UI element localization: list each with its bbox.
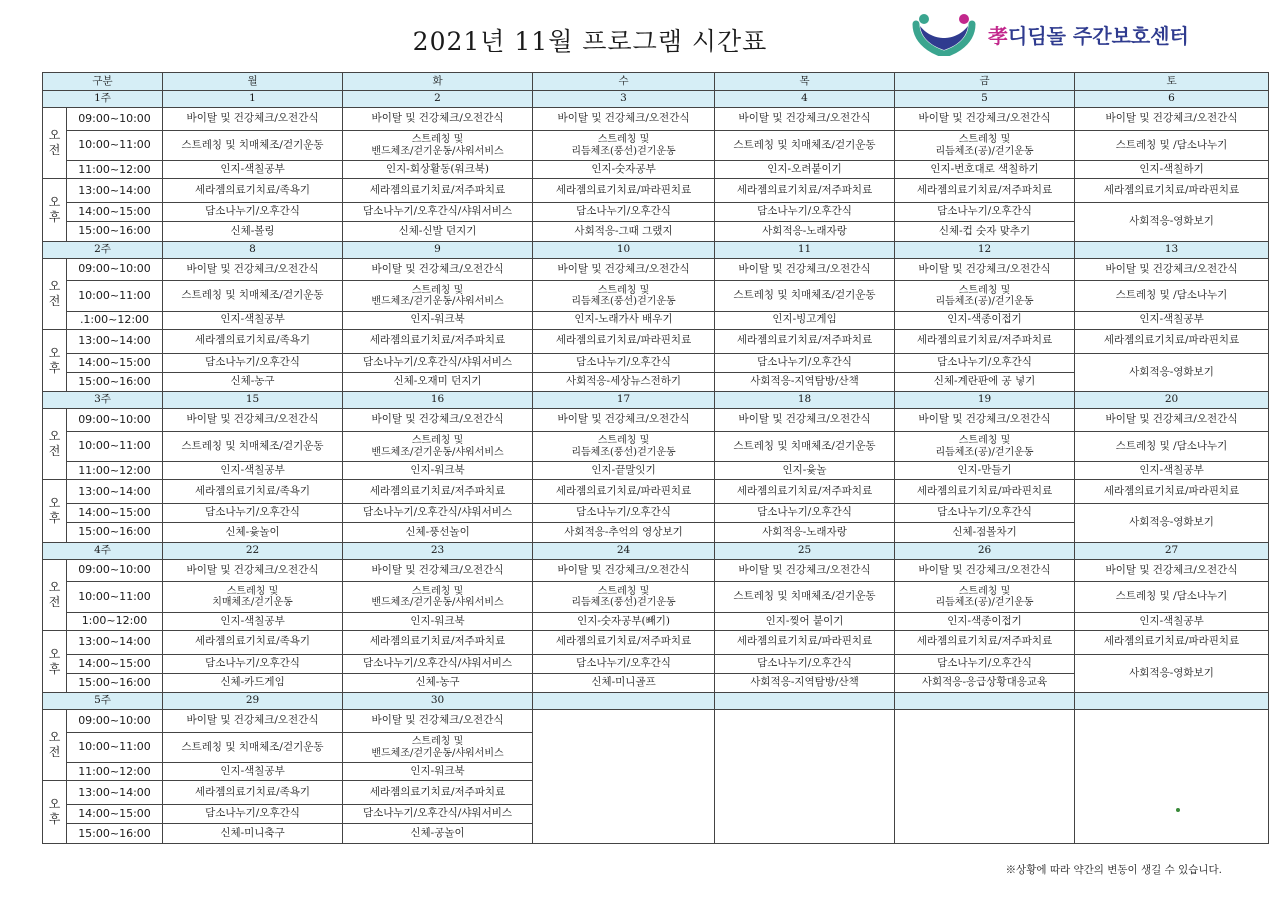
- program-cell: 바이탈 및 건강체크/오전간식: [715, 559, 895, 582]
- heart-people-logo-icon: [908, 12, 980, 56]
- time-slot-label: 09:00~10:00: [67, 258, 163, 281]
- time-slot-label: 11:00~12:00: [67, 462, 163, 480]
- program-cell: 인지-빙고게임: [715, 311, 895, 329]
- period-am-label: 오 전: [43, 258, 67, 329]
- program-cell: 바이탈 및 건강체크/오전간식: [163, 559, 343, 582]
- date-cell: 8: [163, 241, 343, 258]
- program-cell: 스트레칭 및 치매체조/걷기운동: [163, 281, 343, 312]
- time-slot-label: 10:00~11:00: [67, 582, 163, 613]
- program-cell: 세라젬의료기치료/파라핀치료: [895, 480, 1075, 504]
- program-cell: 스트레칭 및 치매체조/걷기운동: [715, 431, 895, 462]
- date-cell: 11: [715, 241, 895, 258]
- program-cell: 세라젬의료기치료/저주파치료: [343, 179, 533, 203]
- program-cell: 인지-색칠공부: [1075, 311, 1269, 329]
- program-cell: 신체-오재미 던지기: [343, 372, 533, 391]
- program-cell: 바이탈 및 건강체크/오전간식: [1075, 409, 1269, 432]
- program-cell: 인지-색칠공부: [1075, 612, 1269, 630]
- program-cell: 담소나누기/오후간식: [715, 353, 895, 372]
- logo-center-name: 디딤돌 주간보호센터: [1008, 24, 1189, 48]
- time-slot-label: 09:00~10:00: [67, 108, 163, 131]
- time-slot-label: 09:00~10:00: [67, 559, 163, 582]
- time-slot-label: 11:00~12:00: [67, 161, 163, 179]
- program-cell: 신체-점볼차기: [895, 523, 1075, 542]
- program-cell: 사회적응-영화보기: [1075, 504, 1269, 542]
- header-day-3: 수: [533, 73, 715, 91]
- program-cell: 바이탈 및 건강체크/오전간식: [533, 258, 715, 281]
- program-cell: 담소나누기/오후간식: [533, 654, 715, 673]
- program-cell: 바이탈 및 건강체크/오전간식: [343, 108, 533, 131]
- time-slot-label: 14:00~15:00: [67, 805, 163, 824]
- date-cell: 5: [895, 91, 1075, 108]
- program-cell: 바이탈 및 건강체크/오전간식: [1075, 559, 1269, 582]
- date-cell: 25: [715, 542, 895, 559]
- period-am-label: 오 전: [43, 710, 67, 781]
- period-pm-label: 오 후: [43, 179, 67, 241]
- time-slot-label: 09:00~10:00: [67, 710, 163, 733]
- time-slot-label: 15:00~16:00: [67, 222, 163, 241]
- program-cell: 신체-미니골프: [533, 673, 715, 692]
- program-cell: 사회적응-응급상황대응교육: [895, 673, 1075, 692]
- time-slot-row: [43, 504, 1269, 523]
- program-cell: 스트레칭 및 밴드체조/걷기운동/샤워서비스: [343, 130, 533, 161]
- program-cell: 사회적응-영화보기: [1075, 353, 1269, 391]
- time-slot-row: [43, 329, 1269, 353]
- program-cell: 인지-색칠공부: [163, 612, 343, 630]
- empty-cell: [895, 710, 1075, 844]
- program-cell: 세라젬의료기치료/파라핀치료: [533, 179, 715, 203]
- date-cell: [715, 693, 895, 710]
- program-cell: 스트레칭 및 밴드체조/걷기운동/샤워서비스: [343, 281, 533, 312]
- program-cell: 세라젬의료기치료/족욕기: [163, 329, 343, 353]
- program-cell: 담소나누기/오후간식/샤워서비스: [343, 504, 533, 523]
- time-slot-row: [43, 462, 1269, 480]
- program-cell: 바이탈 및 건강체크/오전간식: [533, 559, 715, 582]
- period-pm-label: 오 후: [43, 630, 67, 692]
- date-cell: 17: [533, 392, 715, 409]
- program-cell: 담소나누기/오후간식: [895, 203, 1075, 222]
- time-slot-label: 10:00~11:00: [67, 431, 163, 462]
- logo-hyo-char: 孝: [988, 24, 1008, 48]
- time-slot-label: 13:00~14:00: [67, 179, 163, 203]
- program-cell: 인지-끝말잇기: [533, 462, 715, 480]
- program-cell: 세라젬의료기치료/저주파치료: [715, 480, 895, 504]
- time-slot-label: 14:00~15:00: [67, 504, 163, 523]
- program-cell: 인지-찢어 붙이기: [715, 612, 895, 630]
- program-cell: 신체-계란판에 공 넣기: [895, 372, 1075, 391]
- program-cell: 담소나누기/오후간식: [163, 504, 343, 523]
- time-slot-row: [43, 203, 1269, 222]
- program-cell: 바이탈 및 건강체크/오전간식: [163, 108, 343, 131]
- program-cell: 사회적응-영화보기: [1075, 203, 1269, 241]
- program-cell: 신체-윷놀이: [163, 523, 343, 542]
- time-slot-row: [43, 431, 1269, 462]
- program-cell: 사회적응-그때 그랬지: [533, 222, 715, 241]
- program-cell: 담소나누기/오후간식: [895, 654, 1075, 673]
- date-cell: 9: [343, 241, 533, 258]
- program-cell: 인지-워크북: [343, 462, 533, 480]
- period-am-label: 오 전: [43, 409, 67, 480]
- program-cell: 세라젬의료기치료/저주파치료: [343, 480, 533, 504]
- date-cell: [1075, 693, 1269, 710]
- program-cell: 인지-숫자공부(빼기): [533, 612, 715, 630]
- date-cell: 3: [533, 91, 715, 108]
- date-cell: 12: [895, 241, 1075, 258]
- program-cell: 바이탈 및 건강체크/오전간식: [533, 409, 715, 432]
- time-slot-row: [43, 161, 1269, 179]
- date-cell: [533, 693, 715, 710]
- date-cell: 16: [343, 392, 533, 409]
- time-slot-label: 15:00~16:00: [67, 824, 163, 844]
- program-cell: 인지-번호대로 색칠하기: [895, 161, 1075, 179]
- date-cell: 1: [163, 91, 343, 108]
- program-cell: 담소나누기/오후간식: [163, 353, 343, 372]
- program-cell: 인지-노래가사 배우기: [533, 311, 715, 329]
- program-cell: 바이탈 및 건강체크/오전간식: [343, 559, 533, 582]
- program-cell: 담소나누기/오후간식: [715, 654, 895, 673]
- program-cell: 담소나누기/오후간식/샤워서비스: [343, 353, 533, 372]
- program-cell: 담소나누기/오후간식: [715, 203, 895, 222]
- program-cell: 세라젬의료기치료/저주파치료: [343, 630, 533, 654]
- program-cell: 인지-색칠공부: [163, 462, 343, 480]
- program-cell: 인지-색칠공부: [163, 311, 343, 329]
- footnote: ※상황에 따라 약간의 변동이 생길 수 있습니다.: [1005, 864, 1222, 876]
- program-cell: 인지-오려붙이기: [715, 161, 895, 179]
- program-cell: 인지-색칠공부: [163, 161, 343, 179]
- program-cell: 담소나누기/오후간식/샤워서비스: [343, 203, 533, 222]
- program-cell: 담소나누기/오후간식: [715, 504, 895, 523]
- program-cell: 바이탈 및 건강체크/오전간식: [715, 108, 895, 131]
- program-cell: 세라젬의료기치료/파라핀치료: [1075, 480, 1269, 504]
- time-slot-row: [43, 582, 1269, 613]
- program-cell: 사회적응-노래자랑: [715, 523, 895, 542]
- program-cell: 세라젬의료기치료/족욕기: [163, 480, 343, 504]
- program-cell: 사회적응-세상뉴스전하기: [533, 372, 715, 391]
- time-slot-row: [43, 179, 1269, 203]
- time-slot-label: 10:00~11:00: [67, 130, 163, 161]
- program-cell: 사회적응-지역탐방/산책: [715, 372, 895, 391]
- program-cell: 담소나누기/오후간식/샤워서비스: [343, 805, 533, 824]
- program-cell: 사회적응-영화보기: [1075, 654, 1269, 692]
- header-day-6: 토: [1075, 73, 1269, 91]
- time-slot-row: [43, 258, 1269, 281]
- program-cell: 바이탈 및 건강체크/오전간식: [1075, 108, 1269, 131]
- period-pm-label: 오 후: [43, 329, 67, 391]
- week-label: 4주: [43, 542, 163, 559]
- date-cell: 24: [533, 542, 715, 559]
- program-cell: 담소나누기/오후간식: [895, 353, 1075, 372]
- time-slot-label: 1:00~12:00: [67, 612, 163, 630]
- program-cell: 신체-공놀이: [343, 824, 533, 844]
- date-cell: 6: [1075, 91, 1269, 108]
- program-cell: 바이탈 및 건강체크/오전간식: [533, 108, 715, 131]
- time-slot-label: 14:00~15:00: [67, 203, 163, 222]
- program-cell: 인지-만들기: [895, 462, 1075, 480]
- program-cell: 스트레칭 및 치매체조/걷기운동: [715, 582, 895, 613]
- program-cell: 바이탈 및 건강체크/오전간식: [343, 258, 533, 281]
- program-cell: 세라젬의료기치료/족욕기: [163, 781, 343, 805]
- time-slot-label: 15:00~16:00: [67, 673, 163, 692]
- program-cell: 스트레칭 및 리듬체조(공)/걷기운동: [895, 582, 1075, 613]
- header-day-1: 월: [163, 73, 343, 91]
- program-cell: 바이탈 및 건강체크/오전간식: [895, 258, 1075, 281]
- header-day-5: 금: [895, 73, 1075, 91]
- week-label: 1주: [43, 91, 163, 108]
- header-row: [43, 73, 1269, 91]
- program-cell: 인지-색칠공부: [1075, 462, 1269, 480]
- time-slot-label: 10:00~11:00: [67, 281, 163, 312]
- time-slot-row: [43, 559, 1269, 582]
- program-cell: 스트레칭 및 치매체조/걷기운동: [715, 281, 895, 312]
- time-slot-row: [43, 108, 1269, 131]
- program-cell: 바이탈 및 건강체크/오전간식: [343, 409, 533, 432]
- program-cell: 스트레칭 및 리듬체조(풍선)걷기운동: [533, 281, 715, 312]
- date-cell: 20: [1075, 392, 1269, 409]
- program-cell: 신체-신발 던지기: [343, 222, 533, 241]
- program-cell: 바이탈 및 건강체크/오전간식: [895, 409, 1075, 432]
- program-cell: 세라젬의료기치료/저주파치료: [895, 630, 1075, 654]
- header-day-4: 목: [715, 73, 895, 91]
- time-slot-row: [43, 281, 1269, 312]
- program-cell: 사회적응-노래자랑: [715, 222, 895, 241]
- week-row: [43, 392, 1269, 409]
- program-cell: 스트레칭 및 치매체조/걷기운동: [163, 732, 343, 763]
- week-row: [43, 542, 1269, 559]
- program-cell: 바이탈 및 건강체크/오전간식: [163, 258, 343, 281]
- date-cell: 30: [343, 693, 533, 710]
- program-cell: 스트레칭 및 밴드체조/걷기운동/샤워서비스: [343, 582, 533, 613]
- time-slot-row: [43, 409, 1269, 432]
- program-cell: 신체-농구: [343, 673, 533, 692]
- program-cell: 신체-농구: [163, 372, 343, 391]
- program-cell: 스트레칭 및 리듬체조(공)/걷기운동: [895, 130, 1075, 161]
- program-cell: 스트레칭 및 치매체조/걷기운동: [163, 431, 343, 462]
- program-cell: 바이탈 및 건강체크/오전간식: [715, 258, 895, 281]
- program-cell: 바이탈 및 건강체크/오전간식: [895, 559, 1075, 582]
- program-cell: 세라젬의료기치료/파라핀치료: [715, 630, 895, 654]
- program-cell: 인지-숫자공부: [533, 161, 715, 179]
- program-cell: 인지-워크북: [343, 763, 533, 781]
- program-cell: 바이탈 및 건강체크/오전간식: [1075, 258, 1269, 281]
- week-label: 3주: [43, 392, 163, 409]
- date-cell: 27: [1075, 542, 1269, 559]
- program-schedule-table: [42, 72, 1269, 844]
- program-cell: 신체-풍선놀이: [343, 523, 533, 542]
- program-cell: 스트레칭 및 밴드체조/걷기운동/샤워서비스: [343, 732, 533, 763]
- program-cell: 인지-색종이접기: [895, 311, 1075, 329]
- empty-cell: [1075, 710, 1269, 844]
- date-cell: 4: [715, 91, 895, 108]
- date-cell: 23: [343, 542, 533, 559]
- program-cell: 담소나누기/오후간식: [895, 504, 1075, 523]
- week-row: [43, 241, 1269, 258]
- week-row: [43, 693, 1269, 710]
- time-slot-label: 11:00~12:00: [67, 763, 163, 781]
- time-slot-label: 15:00~16:00: [67, 523, 163, 542]
- program-cell: 인지-회상활동(워크북): [343, 161, 533, 179]
- time-slot-row: [43, 630, 1269, 654]
- program-cell: 담소나누기/오후간식/샤워서비스: [343, 654, 533, 673]
- date-cell: 13: [1075, 241, 1269, 258]
- time-slot-label: .1:00~12:00: [67, 311, 163, 329]
- program-cell: 세라젬의료기치료/저주파치료: [343, 781, 533, 805]
- header-category: 구분: [43, 73, 163, 91]
- week-label: 5주: [43, 693, 163, 710]
- week-row: [43, 91, 1269, 108]
- program-cell: 스트레칭 및 리듬체조(공)/걷기운동: [895, 281, 1075, 312]
- program-cell: 인지-워크북: [343, 311, 533, 329]
- program-cell: 스트레칭 및 /담소나누기: [1075, 582, 1269, 613]
- empty-cell: [533, 710, 715, 844]
- program-cell: 담소나누기/오후간식: [163, 805, 343, 824]
- period-am-label: 오 전: [43, 559, 67, 630]
- program-cell: 스트레칭 및 리듬체조(풍선)걷기운동: [533, 582, 715, 613]
- program-cell: 신체-미니축구: [163, 824, 343, 844]
- header-day-2: 화: [343, 73, 533, 91]
- program-cell: 세라젬의료기치료/파라핀치료: [1075, 329, 1269, 353]
- program-cell: 바이탈 및 건강체크/오전간식: [343, 710, 533, 733]
- program-cell: 세라젬의료기치료/파라핀치료: [1075, 179, 1269, 203]
- program-cell: 인지-워크북: [343, 612, 533, 630]
- program-cell: 담소나누기/오후간식: [163, 654, 343, 673]
- date-cell: 2: [343, 91, 533, 108]
- program-cell: 인지-색칠하기: [1075, 161, 1269, 179]
- program-cell: 스트레칭 및 리듬체조(풍선)걷기운동: [533, 431, 715, 462]
- program-cell: 인지-색칠공부: [163, 763, 343, 781]
- program-cell: 세라젬의료기치료/저주파치료: [895, 329, 1075, 353]
- program-cell: 사회적응-지역탐방/산책: [715, 673, 895, 692]
- program-cell: 세라젬의료기치료/저주파치료: [715, 329, 895, 353]
- program-cell: 스트레칭 및 치매체조/걷기운동: [163, 582, 343, 613]
- program-cell: 사회적응-추억의 영상보기: [533, 523, 715, 542]
- time-slot-label: 09:00~10:00: [67, 409, 163, 432]
- program-cell: 세라젬의료기치료/저주파치료: [895, 179, 1075, 203]
- date-cell: 29: [163, 693, 343, 710]
- date-cell: 26: [895, 542, 1075, 559]
- program-cell: 바이탈 및 건강체크/오전간식: [895, 108, 1075, 131]
- stray-dot: [1176, 808, 1180, 812]
- time-slot-row: [43, 612, 1269, 630]
- date-cell: 18: [715, 392, 895, 409]
- program-cell: 세라젬의료기치료/족욕기: [163, 630, 343, 654]
- time-slot-label: 15:00~16:00: [67, 372, 163, 391]
- program-cell: 담소나누기/오후간식: [533, 504, 715, 523]
- program-cell: 스트레칭 및 /담소나누기: [1075, 130, 1269, 161]
- time-slot-label: 13:00~14:00: [67, 480, 163, 504]
- period-pm-label: 오 후: [43, 781, 67, 844]
- date-cell: [895, 693, 1075, 710]
- program-cell: 스트레칭 및 /담소나누기: [1075, 281, 1269, 312]
- time-slot-row: [43, 710, 1269, 733]
- program-cell: 바이탈 및 건강체크/오전간식: [715, 409, 895, 432]
- program-cell: 스트레칭 및 치매체조/걷기운동: [163, 130, 343, 161]
- week-label: 2주: [43, 241, 163, 258]
- program-cell: 인지-윷놀: [715, 462, 895, 480]
- program-cell: 스트레칭 및 리듬체조(풍선)걷기운동: [533, 130, 715, 161]
- program-cell: 인지-색종이접기: [895, 612, 1075, 630]
- time-slot-label: 14:00~15:00: [67, 654, 163, 673]
- program-cell: 스트레칭 및 리듬체조(공)/걷기운동: [895, 431, 1075, 462]
- time-slot-row: [43, 311, 1269, 329]
- program-cell: 스트레칭 및 /담소나누기: [1075, 431, 1269, 462]
- program-cell: 스트레칭 및 밴드체조/걷기운동/샤워서비스: [343, 431, 533, 462]
- program-cell: 담소나누기/오후간식: [163, 203, 343, 222]
- program-cell: 세라젬의료기치료/파라핀치료: [533, 329, 715, 353]
- time-slot-label: 13:00~14:00: [67, 781, 163, 805]
- program-cell: 담소나누기/오후간식: [533, 353, 715, 372]
- program-cell: 세라젬의료기치료/족욕기: [163, 179, 343, 203]
- time-slot-row: [43, 654, 1269, 673]
- page-title: 2021년 11월 프로그램 시간표: [412, 27, 768, 56]
- program-cell: 세라젬의료기치료/파라핀치료: [533, 480, 715, 504]
- date-cell: 22: [163, 542, 343, 559]
- empty-cell: [715, 710, 895, 844]
- time-slot-label: 14:00~15:00: [67, 353, 163, 372]
- program-cell: 스트레칭 및 치매체조/걷기운동: [715, 130, 895, 161]
- date-cell: 19: [895, 392, 1075, 409]
- program-cell: 바이탈 및 건강체크/오전간식: [163, 710, 343, 733]
- date-cell: 15: [163, 392, 343, 409]
- date-cell: 10: [533, 241, 715, 258]
- period-am-label: 오 전: [43, 108, 67, 179]
- program-cell: 신체-컵 숫자 맞추기: [895, 222, 1075, 241]
- period-pm-label: 오 후: [43, 480, 67, 542]
- program-cell: 세라젬의료기치료/저주파치료: [343, 329, 533, 353]
- logo-brand-text: [988, 20, 1189, 49]
- program-cell: 세라젬의료기치료/저주파치료: [533, 630, 715, 654]
- program-cell: 바이탈 및 건강체크/오전간식: [163, 409, 343, 432]
- time-slot-row: [43, 353, 1269, 372]
- time-slot-label: 13:00~14:00: [67, 329, 163, 353]
- time-slot-label: 10:00~11:00: [67, 732, 163, 763]
- program-cell: 세라젬의료기치료/저주파치료: [715, 179, 895, 203]
- time-slot-row: [43, 480, 1269, 504]
- program-cell: 담소나누기/오후간식: [533, 203, 715, 222]
- time-slot-row: [43, 130, 1269, 161]
- program-cell: 신체-카드게임: [163, 673, 343, 692]
- center-logo: [908, 12, 1228, 56]
- program-cell: 세라젬의료기치료/파라핀치료: [1075, 630, 1269, 654]
- program-cell: 신체-볼링: [163, 222, 343, 241]
- time-slot-label: 13:00~14:00: [67, 630, 163, 654]
